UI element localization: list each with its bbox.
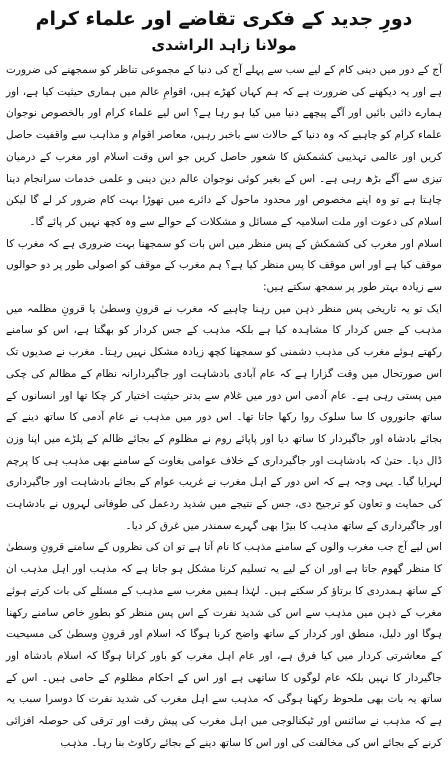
article-paragraph: ایک تو یہ تاریخی پس منظر ذہن میں رہنا چاہیے کہ مغرب نے قرونِ وسطیٰ یا قرونِ مظلمہ میں مذہب کے جس کردار کا مشاہدہ کیا ہے بلکہ مذہب کے جس کردار کو بھگتا ہے، اس کو سامنے رکھتے ہوئے مغرب کی مذہب دشمنی کو سمجھنا کچھ زیادہ مشکل نہیں رہتا۔ مغرب نے صدیوں تک اس صورتحال میں وقت گزارا ہے کہ عام آبادی بادشاہت اور جاگیردارانہ نظام کے مظالم کی چکی میں پستی رہی ہے۔ عام آدمی اس دور میں غلام سے بدتر حیثیت اختیار کر چکا تھا اور انسانوں کے ساتھ جانوروں کا سا سلوک روا رکھا جاتا تھا۔ اس دور میں مذہب نے عام آدمی کا ساتھ دینے کے بجائے بادشاہ اور جاگیردار کا ساتھ دیا اور پاپائے روم نے مظلوم کے بجائے ظالم کے پلڑے میں اپنا وزن ڈال دیا۔ حتیٰ کہ بادشاہت اور جاگیرداری کے خلاف عوامی بغاوت کے سامنے بھی مذہب ہی کا پرچم لہرایا گیا۔ یہی وجہ ہے کہ اس دور کے اہل مغرب نے غریب عوام کے بجائے بادشاہت اور جاگیرداری کی حمایت و تعاون کو ترجیح دی، جس کے نتیجے میں شدید ردعمل کی طوفانی لہروں نے بادشاہت اور جاگیرداری کے ساتھ مذہب کا بیڑا بھی گہرے سمندر میں غرق کر دیا۔: [6, 302, 442, 532]
article-body: [6, 60, 442, 755]
article-paragraph: اسلام اور مغرب کی کشمکش کے پس منظر میں اس بات کو سمجھنا بہت ضروری ہے کہ مغرب کا موقف کیا ہے اور اس موقف کا پس منظر کیا ہے؟ ہم مغرب کے موقف کو اصولی طور پر دو حوالوں سے زیادہ بہتر طور پر سمجھ سکتے ہیں:: [6, 237, 442, 294]
article-paragraph: اس لیے آج جب مغرب والوں کے سامنے مذہب کا نام آتا ہے تو ان کی نظروں کے سامنے قرونِ وسطیٰ کا منظر گھوم جاتا ہے اور ان کے لیے یہ تسلیم کرنا مشکل ہو جاتا ہے کہ مذہب اور اہل مذہب ان کے ساتھ ہمدردی کا برتاؤ کر سکتے ہیں۔ لہٰذا ہمیں مغرب سے مذہب کے مسئلے کی بات کرتے ہوئے مغرب کے ذہن میں مذہب سے اس کی شدید نفرت کے اس پس منظر کو بطورِ خاص سامنے رکھنا ہوگا اور دلیل، منطق اور کردار کے ساتھ واضح کرنا ہوگا کہ اسلام اور قرونِ وسطیٰ کی مسیحیت کے معاشرتی کردار میں کیا فرق ہے، اور عام اہل مغرب کو باور کرانا ہوگا کہ اسلام بادشاہ اور جاگیردار کا نہیں بلکہ عام لوگوں کا ساتھی ہے اور اس کے احکام مظلوم کے حامی ہیں۔ اس کے ساتھ یہ بات بھی ملحوظ رکھنا ہوگی کہ مذہب سے اہل مغرب کی شدید نفرت کا دوسرا سبب یہ ہے کہ مذہب نے سائنس اور ٹیکنالوجی میں اہل مغرب کی پیش رفت اور ترقی کی حوصلہ افزائی کرنے کے بجائے اس کی مخالفت کی اور اس کا ساتھ دینے کے بجائے رکاوٹ بنا رہا۔ مذہب: [6, 541, 442, 749]
article-author: مولانا زاہد الراشدی: [151, 36, 297, 54]
article-paragraph: آج کے دور میں دینی کام کے لیے سب سے پہلے آج کی دنیا کے مجموعی تناظر کو سمجھنے کی ضرورت ہے اور یہ دیکھنے کی ضرورت ہے کہ ہم کہاں کھڑے ہیں، اقوامِ عالم میں ہماری حیثیت کیا ہے، اور ہمارے دائیں بائیں اور آگے پیچھے دنیا میں کیا ہو رہا ہے؟ اس لیے علماء کرام اور بالخصوص نوجوان علماء کرام کو چاہیے کہ وہ دنیا کے حالات سے باخبر رہیں، معاصر اقوام و مذاہب سے واقفیت حاصل کریں اور عالمی تہذیبی کشمکش کا شعور حاصل کریں جو اس وقت اسلام اور مغرب کے درمیان تیزی سے آگے بڑھ رہی ہے۔ اس کے بغیر کوئی نوجوان عالم دین دینی و علمی خدمات سرانجام دینا چاہتا ہے تو وہ اپنے مخصوص اور محدود ماحول کے دائرے میں تھوڑا بہت کام ضرور کر لے گا لیکن اسلام کی دعوت اور ملت اسلامیہ کے مسائل و مشکلات کے حوالے سے وہ کچھ نہیں کر پائے گا۔: [6, 64, 442, 228]
article-title: دورِ جدید کے فکری تقاضے اور علماء کرام: [35, 8, 413, 30]
